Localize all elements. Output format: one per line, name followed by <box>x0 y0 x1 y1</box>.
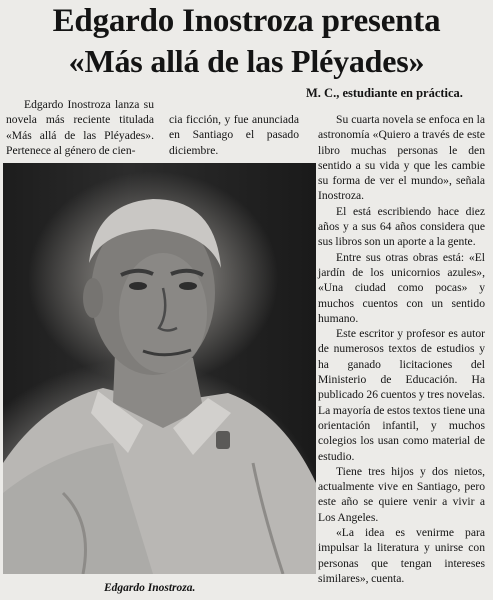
paragraph: Este escritor y profesor es autor de numerosos textos de estudios y ha ganado licitaciones del Ministerio de Educación. Ha publicado 26 cuentos y tres novelas. La mayoría de estos textos tiene una orientación infantil, y muchos colegios los usan como material de estudio. <box>318 327 485 463</box>
paragraph: Tiene tres hijos y dos nietos, actualmente vive en Santiago, pero este año se quiere venir a vivir a Los Angeles. <box>318 464 485 524</box>
paragraph: «La idea es venirme para impulsar la literatura y unirse con personas que tengan intereses similares», cuenta. <box>318 526 485 585</box>
byline: M. C., estudiante en práctica. <box>306 86 463 100</box>
portrait-illustration <box>3 163 316 574</box>
article-column-c <box>318 112 485 586</box>
article-column-b <box>169 112 299 158</box>
paragraph: Edgardo Inostroza lanza su novela más reciente titulada «Más allá de las Pléyades». Pertenece al género de cien- <box>6 98 154 157</box>
paragraph: Su cuarta novela se enfoca en la astronomía «Quiero a través de este libro muchas personas le den sentido a su vida y que les cambie su forma de ver el mundo», señala Inostroza. <box>318 113 485 203</box>
paragraph: cia ficción, y fue anunciada en Santiago el pasado diciembre. <box>169 113 299 157</box>
photo-caption: Edgardo Inostroza. <box>104 582 196 594</box>
headline-line-2: «Más allá de las Pléyades» <box>68 43 425 79</box>
article-column-a <box>6 97 154 158</box>
paragraph: Entre sus otras obras está: «El jardín de los unicornios azules», «Una ciudad como pocas» y muchos cuentos con un sentido humano. <box>318 250 485 325</box>
portrait-photo <box>3 163 316 574</box>
paragraph: El está escribiendo hace diez años y a sus 64 años considera que sus libros son un aporte a la gente. <box>318 204 485 249</box>
headline-line-1: Edgardo Inostroza presenta <box>52 3 441 39</box>
